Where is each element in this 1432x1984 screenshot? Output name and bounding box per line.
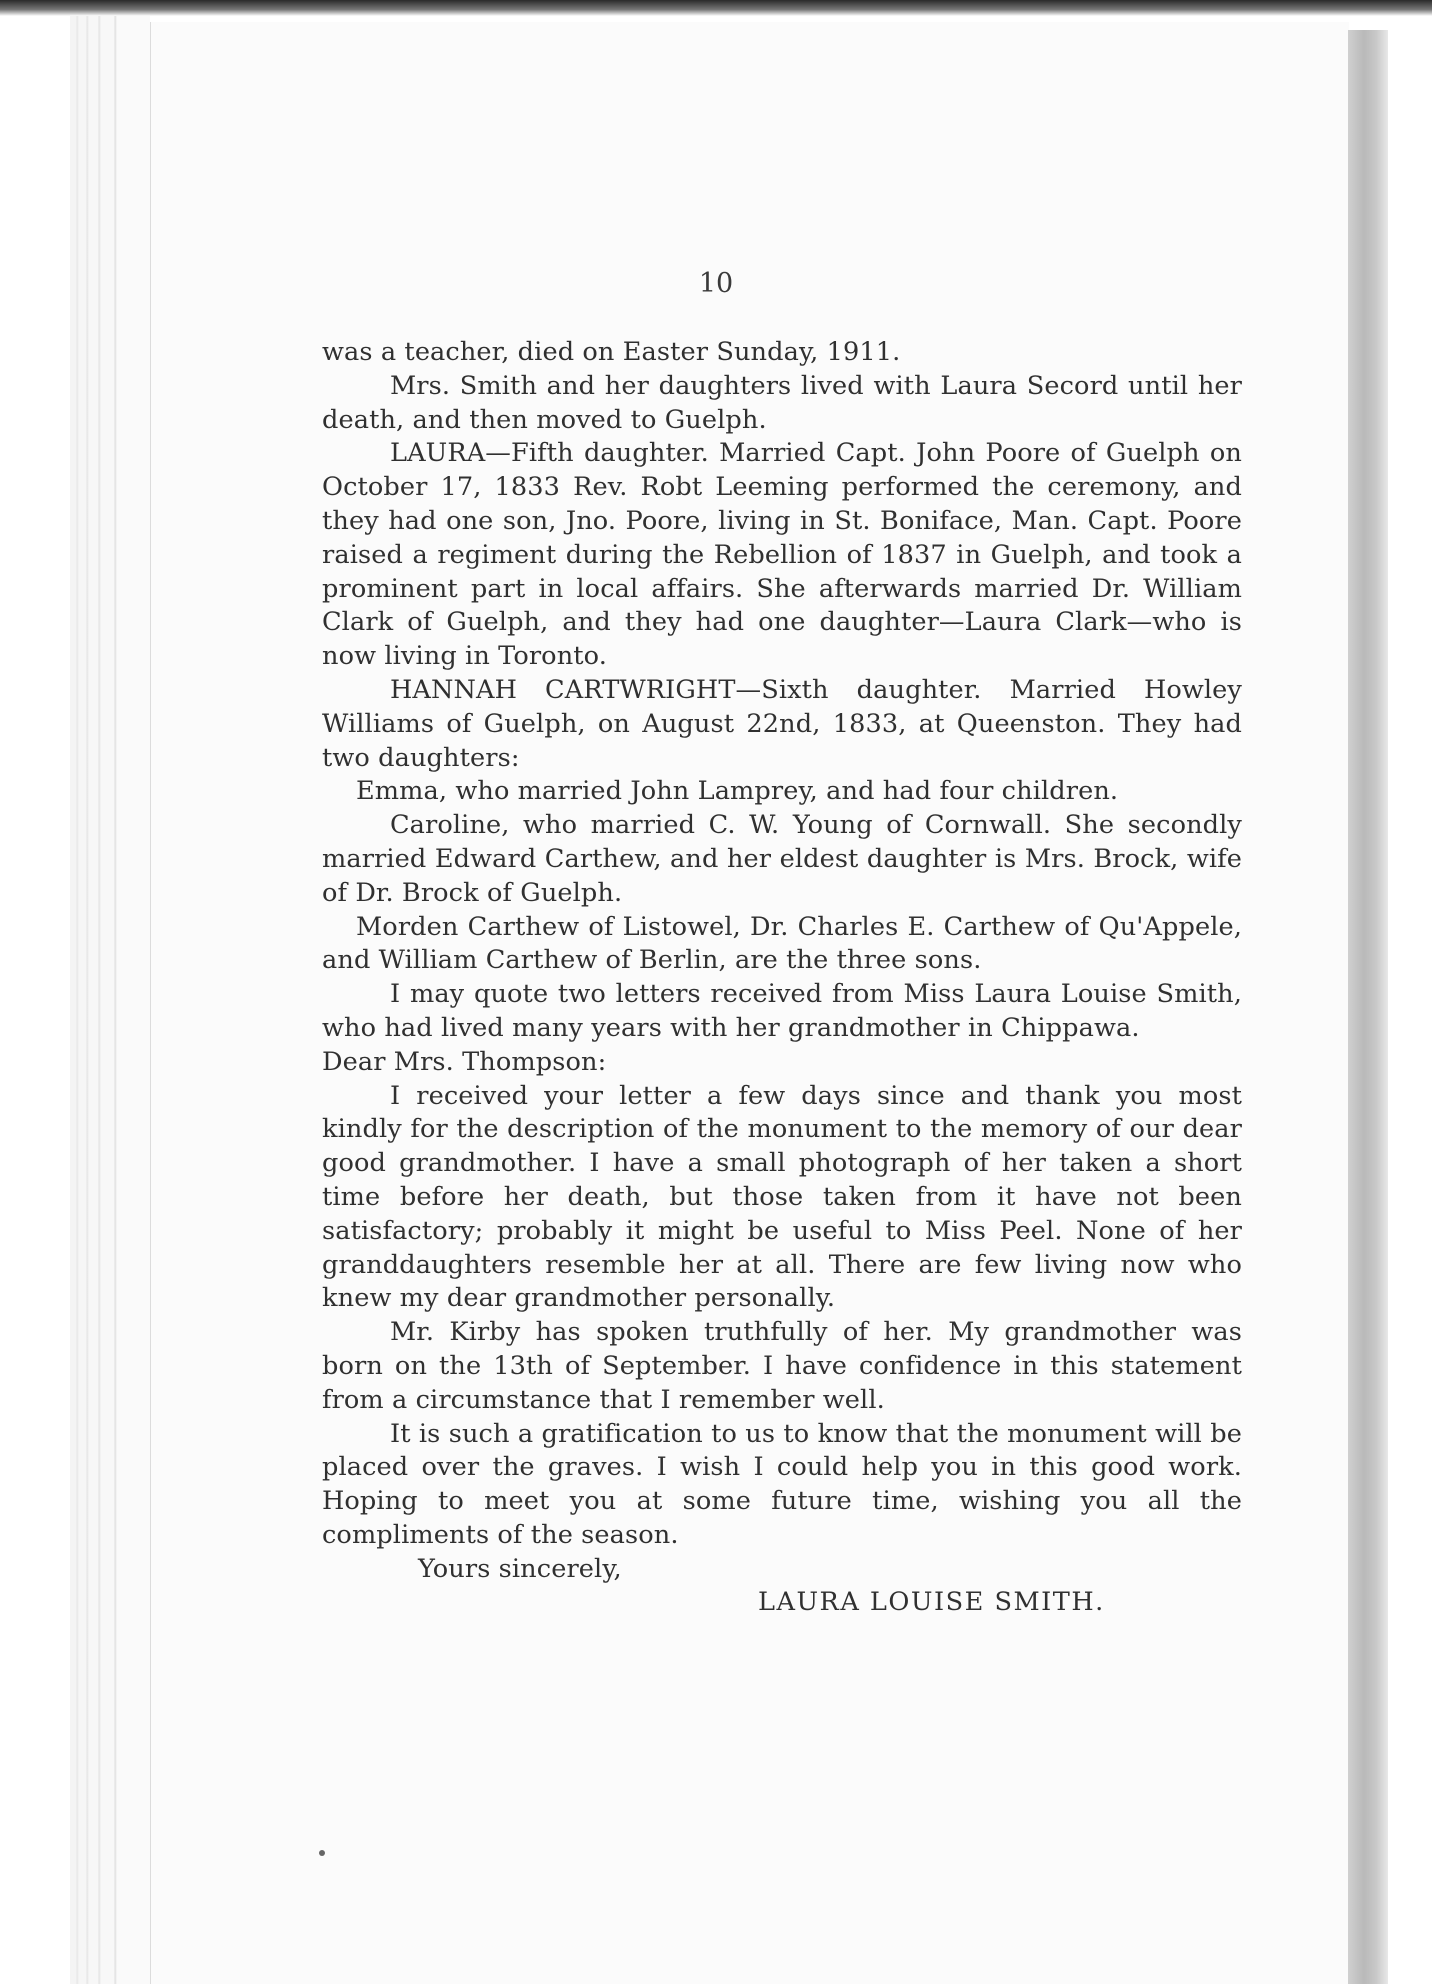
scan-speck	[319, 1850, 325, 1856]
letter-closing: Yours sincerely,	[418, 1553, 622, 1584]
paragraph: Morden Carthew of Listowel, Dr. Charles E. Carthew of Qu'Appele, and William Carthew of Berlin, are the three sons.	[322, 911, 1242, 976]
scan-top-shadow	[0, 0, 1432, 16]
stacked-page-edges	[70, 16, 150, 1984]
page-body	[322, 336, 1242, 1620]
letter-signature: LAURA LOUISE SMITH.	[758, 1587, 1105, 1618]
book-gutter-shadow	[1348, 30, 1388, 1984]
letter-salutation: Dear Mrs. Thompson:	[322, 1046, 607, 1077]
paragraph: I received your letter a few days since and thank you most kindly for the description of the monument to the memory of our dear good grandmother. I have a small photograph of her taken a short time before her death, but those taken from it have not been satisfactory; probably it might be useful to Miss Peel. None of her granddaughters resemble her at all. There are few living now who knew my dear grandmother personally.	[322, 1080, 1242, 1314]
paragraph: I may quote two letters received from Miss Laura Louise Smith, who had lived many years with her grandmother in Chippawa.	[322, 979, 1242, 1043]
paragraph: Mr. Kirby has spoken truthfully of her. My grandmother was born on the 13th of September. I have confidence in this statement from a circumstance that I remember well.	[322, 1317, 1242, 1415]
paragraph: Mrs. Smith and her daughters lived with Laura Secord until her death, and then moved to Guelph.	[322, 370, 1242, 435]
paragraph: HANNAH CARTWRIGHT—Sixth daughter. Married Howley Williams of Guelph, on August 22nd, 1833, at Queenston. They had two daughters:	[322, 674, 1242, 773]
paragraph: LAURA—Fifth daughter. Married Capt. John Poore of Guelph on October 17, 1833 Rev. Robt Leeming performed the ceremony, and they had one son, Jno. Poore, living in St. Boniface, Man. Capt. Poore raised a regiment during the Rebellion of 1837 in Guelph, and took a prominent part in local affairs. She afterwards married Dr. William Clark of Guelph, and they had one daughter—Laura Clark—who is now living in Toronto.	[322, 438, 1242, 672]
paragraph: Caroline, who married C. W. Young of Cornwall. She secondly married Edward Carthew, and her eldest daughter is Mrs. Brock, wife of Dr. Brock of Guelph.	[322, 810, 1242, 908]
page-number: 10	[698, 268, 734, 299]
paragraph: It is such a gratification to us to know that the monument will be placed over the graves. I wish I could help you in this good work. Hoping to meet you at some future time, wishing you all the compliments of the season.	[322, 1418, 1242, 1550]
paragraph: was a teacher, died on Easter Sunday, 1911.	[322, 337, 901, 367]
paragraph: Emma, who married John Lamprey, and had four children.	[356, 776, 1119, 807]
